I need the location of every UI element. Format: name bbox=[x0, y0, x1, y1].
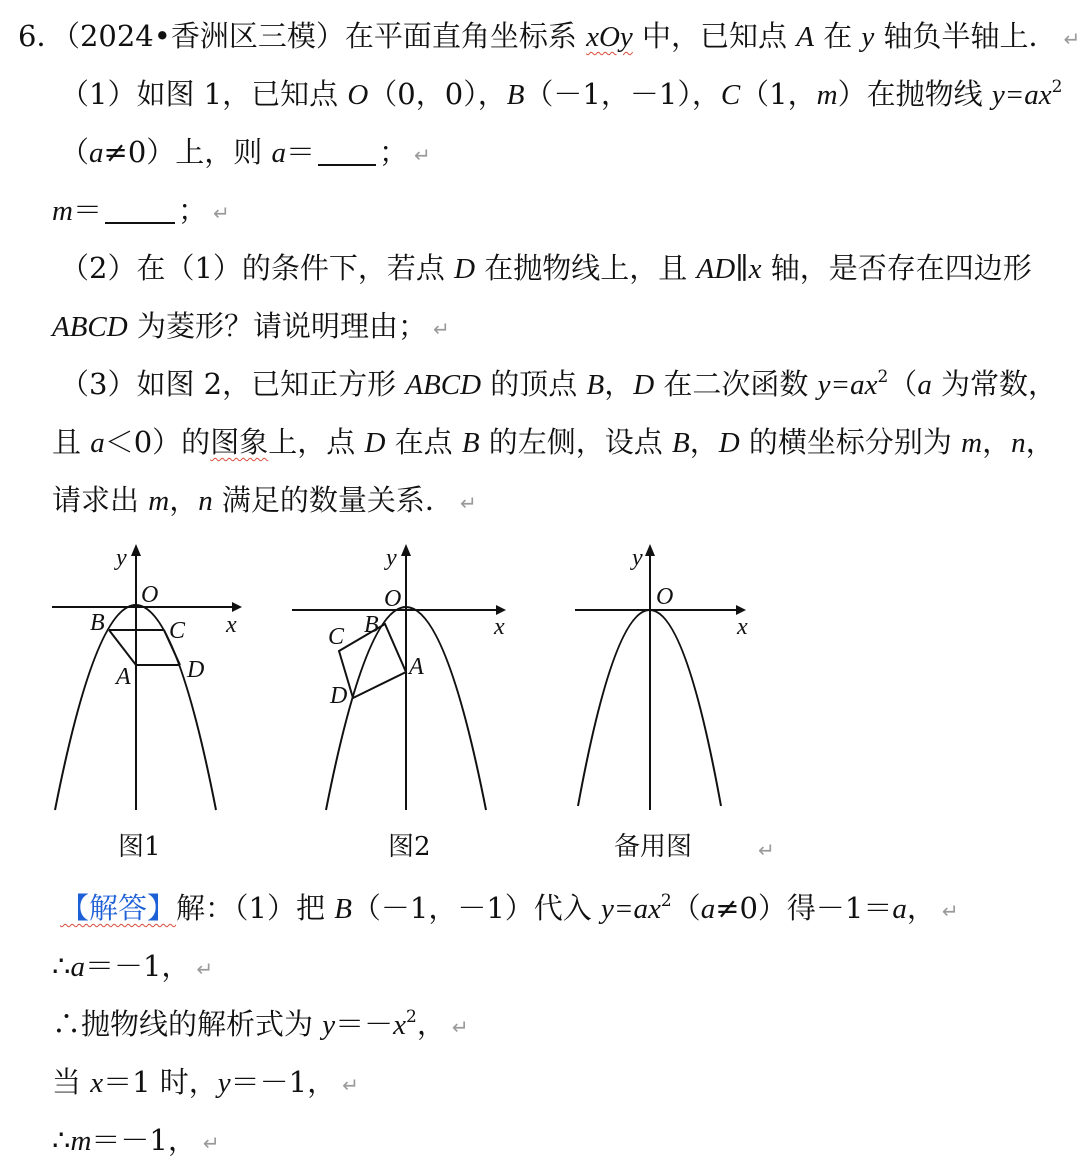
var: a bbox=[70, 951, 85, 983]
text: ； bbox=[379, 135, 409, 169]
fig2-label-y: y bbox=[386, 545, 397, 571]
var: m bbox=[148, 485, 170, 517]
text: 的左侧，设点 bbox=[488, 425, 663, 459]
figure-2 bbox=[292, 544, 506, 810]
var: AD bbox=[696, 253, 736, 285]
text: ＝－1， bbox=[230, 1065, 337, 1099]
text: ＝－1， bbox=[84, 949, 191, 983]
fig2-label-d: D bbox=[330, 683, 348, 709]
var: y bbox=[217, 1067, 231, 1099]
var: A bbox=[796, 21, 814, 53]
fig2-label-c: C bbox=[328, 624, 345, 650]
fig1-x-arrow bbox=[232, 602, 242, 612]
var: O bbox=[347, 79, 369, 111]
text: 请求出 bbox=[52, 483, 140, 517]
var: D bbox=[633, 369, 655, 401]
var: m bbox=[816, 79, 838, 111]
text: ， bbox=[1025, 425, 1055, 459]
text: ； bbox=[177, 193, 207, 227]
fig1-label-c: C bbox=[169, 618, 186, 644]
text: （ bbox=[60, 135, 90, 169]
text: ∴抛物线的解析式为 bbox=[52, 1007, 314, 1041]
text: ， bbox=[416, 1007, 446, 1041]
fig1-caption: 图1 bbox=[118, 832, 161, 862]
text: ， bbox=[982, 425, 1012, 459]
text: ， bbox=[604, 367, 634, 401]
fig1-y-arrow bbox=[131, 544, 141, 556]
text: 在点 bbox=[394, 425, 453, 459]
return-mark: ↵ bbox=[432, 317, 450, 341]
figures-return-mark bbox=[752, 834, 775, 864]
text: （ bbox=[888, 367, 918, 401]
equation: y=ax bbox=[817, 369, 878, 401]
var: a bbox=[271, 137, 286, 169]
text: 在二次函数 bbox=[663, 367, 809, 401]
return-mark: ↵ bbox=[414, 143, 431, 167]
fig3-label-x: x bbox=[737, 614, 748, 640]
text: 当 bbox=[52, 1065, 82, 1099]
text: ＝ bbox=[285, 135, 315, 169]
text: 解：（1）把 bbox=[176, 891, 325, 925]
fig1-segment-ba bbox=[109, 630, 136, 665]
text: ∥ bbox=[735, 251, 749, 285]
problem-part2-line1 bbox=[60, 250, 1032, 287]
problem-part3-line2 bbox=[52, 424, 1055, 461]
var: C bbox=[720, 79, 741, 111]
exponent: 2 bbox=[660, 891, 672, 911]
fig1-label-d: D bbox=[187, 657, 205, 683]
var: n bbox=[198, 485, 213, 517]
var: a bbox=[90, 427, 105, 459]
text: 的顶点 bbox=[490, 367, 578, 401]
var: B bbox=[506, 79, 525, 111]
fig3-label-y: y bbox=[632, 545, 643, 571]
solution-line-1 bbox=[60, 890, 959, 929]
var: ABCD bbox=[405, 369, 482, 401]
text: ∴ bbox=[52, 1123, 71, 1157]
var: x bbox=[90, 1067, 104, 1099]
fig1-label-x: x bbox=[226, 612, 237, 638]
var: n bbox=[1011, 427, 1026, 459]
var: a bbox=[892, 893, 907, 925]
text: ≠0）得－1＝ bbox=[715, 891, 893, 925]
problem-number: 6． bbox=[18, 19, 66, 53]
text: （0，0）， bbox=[368, 77, 507, 111]
var: D bbox=[454, 253, 476, 285]
text: 满足的数量关系． bbox=[221, 483, 454, 517]
fig3-label-o: O bbox=[656, 584, 674, 610]
solution-tag: 【解答】 bbox=[60, 891, 177, 925]
fig2-label-a: A bbox=[409, 654, 424, 680]
text: ）在抛物线 bbox=[837, 77, 983, 111]
text: （1， bbox=[740, 77, 817, 111]
text: （ bbox=[671, 891, 701, 925]
return-mark: ↵ bbox=[212, 201, 230, 225]
var: m bbox=[52, 195, 73, 227]
text: 在 bbox=[823, 19, 853, 53]
text: ＝－ bbox=[335, 1007, 394, 1041]
text: ＝1 时， bbox=[103, 1065, 218, 1099]
fig2-label-b: B bbox=[364, 612, 379, 638]
text: ∴ bbox=[52, 949, 71, 983]
equation: y=ax bbox=[991, 79, 1052, 111]
solution-line-2 bbox=[52, 948, 213, 987]
var: B bbox=[334, 893, 352, 925]
return-mark: ↵ bbox=[459, 491, 477, 515]
text: ＝ bbox=[72, 193, 102, 227]
var: B bbox=[672, 427, 690, 459]
return-mark: ↵ bbox=[1063, 27, 1080, 51]
text: 在平面直角坐标系 bbox=[344, 19, 577, 53]
text: 在抛物线上，且 bbox=[484, 251, 688, 285]
var: a bbox=[89, 137, 104, 169]
text: ， bbox=[689, 425, 719, 459]
text: 上，点 bbox=[268, 425, 356, 459]
return-mark: ↵ bbox=[451, 1015, 469, 1039]
text: （3）如图 2，已知正方形 bbox=[60, 367, 397, 401]
answer-blank-m[interactable] bbox=[105, 196, 175, 224]
fig3-caption: 备用图 bbox=[614, 832, 693, 862]
text: （2）在（1）的条件下，若点 bbox=[60, 251, 445, 285]
var: D bbox=[718, 427, 740, 459]
return-mark: ↵ bbox=[202, 1131, 220, 1155]
fig2-y-arrow bbox=[401, 544, 411, 556]
exponent: 2 bbox=[1051, 77, 1063, 97]
return-mark: ↵ bbox=[196, 957, 214, 981]
text: ， bbox=[169, 483, 199, 517]
fig1-label-a: A bbox=[116, 664, 131, 690]
var: y bbox=[861, 21, 875, 53]
problem-source: （2024•香洲区三模） bbox=[65, 19, 345, 53]
fig2-caption: 图2 bbox=[388, 832, 431, 862]
answer-blank-a[interactable] bbox=[318, 138, 376, 166]
text: 为菱形？请说明理由； bbox=[136, 309, 427, 343]
return-mark: ↵ bbox=[342, 1073, 359, 1097]
var: x bbox=[393, 1009, 406, 1041]
var: x bbox=[748, 253, 762, 285]
text: 的横坐标分别为 bbox=[748, 425, 952, 459]
var: m bbox=[70, 1125, 92, 1157]
fig2-label-o: O bbox=[384, 586, 402, 612]
exponent: 2 bbox=[406, 1007, 417, 1027]
solution-line-4 bbox=[52, 1064, 359, 1103]
text: （1）如图 1，已知点 bbox=[60, 77, 339, 111]
text: ＝－1， bbox=[91, 1123, 197, 1157]
text: 为常数， bbox=[941, 367, 1058, 401]
problem-line-1 bbox=[18, 18, 1080, 57]
var: a bbox=[700, 893, 716, 925]
coord-system: xOy bbox=[586, 21, 633, 53]
text: 轴，是否存在四边形 bbox=[770, 251, 1032, 285]
var: B bbox=[586, 369, 605, 401]
text: 图象 bbox=[210, 425, 269, 459]
return-mark: ↵ bbox=[758, 838, 775, 862]
text: 轴负半轴上． bbox=[883, 19, 1058, 53]
equation: y=ax bbox=[601, 893, 661, 925]
return-mark: ↵ bbox=[941, 899, 959, 923]
fig3-y-arrow bbox=[645, 544, 655, 556]
text: （－1，－1）代入 bbox=[351, 891, 592, 925]
text: ， bbox=[906, 891, 936, 925]
problem-part1-line1 bbox=[60, 76, 1062, 113]
var: ABCD bbox=[52, 311, 128, 343]
problem-part1-line3 bbox=[52, 192, 230, 231]
fig2-label-x: x bbox=[494, 614, 505, 640]
var: m bbox=[961, 427, 983, 459]
text: （－1，－1）， bbox=[524, 77, 721, 111]
fig1-label-y: y bbox=[116, 545, 127, 571]
text: ≠0）上，则 bbox=[103, 135, 263, 169]
solution-line-3 bbox=[52, 1006, 469, 1045]
fig1-label-o: O bbox=[141, 582, 159, 608]
var: B bbox=[461, 427, 480, 459]
problem-part3-line3 bbox=[52, 482, 477, 521]
problem-part1-line2 bbox=[60, 134, 431, 173]
text: ＜0）的 bbox=[104, 425, 211, 459]
text: 且 bbox=[52, 425, 82, 459]
exponent: 2 bbox=[877, 367, 889, 387]
var: y bbox=[322, 1009, 336, 1041]
problem-part2-line2 bbox=[52, 308, 450, 347]
fig1-label-b: B bbox=[90, 610, 105, 636]
var: D bbox=[364, 427, 386, 459]
solution-line-5 bbox=[52, 1122, 220, 1161]
problem-part3-line1 bbox=[60, 366, 1057, 403]
text: 中，已知点 bbox=[642, 19, 788, 53]
figures-area bbox=[0, 540, 1080, 870]
var: a bbox=[917, 369, 932, 401]
